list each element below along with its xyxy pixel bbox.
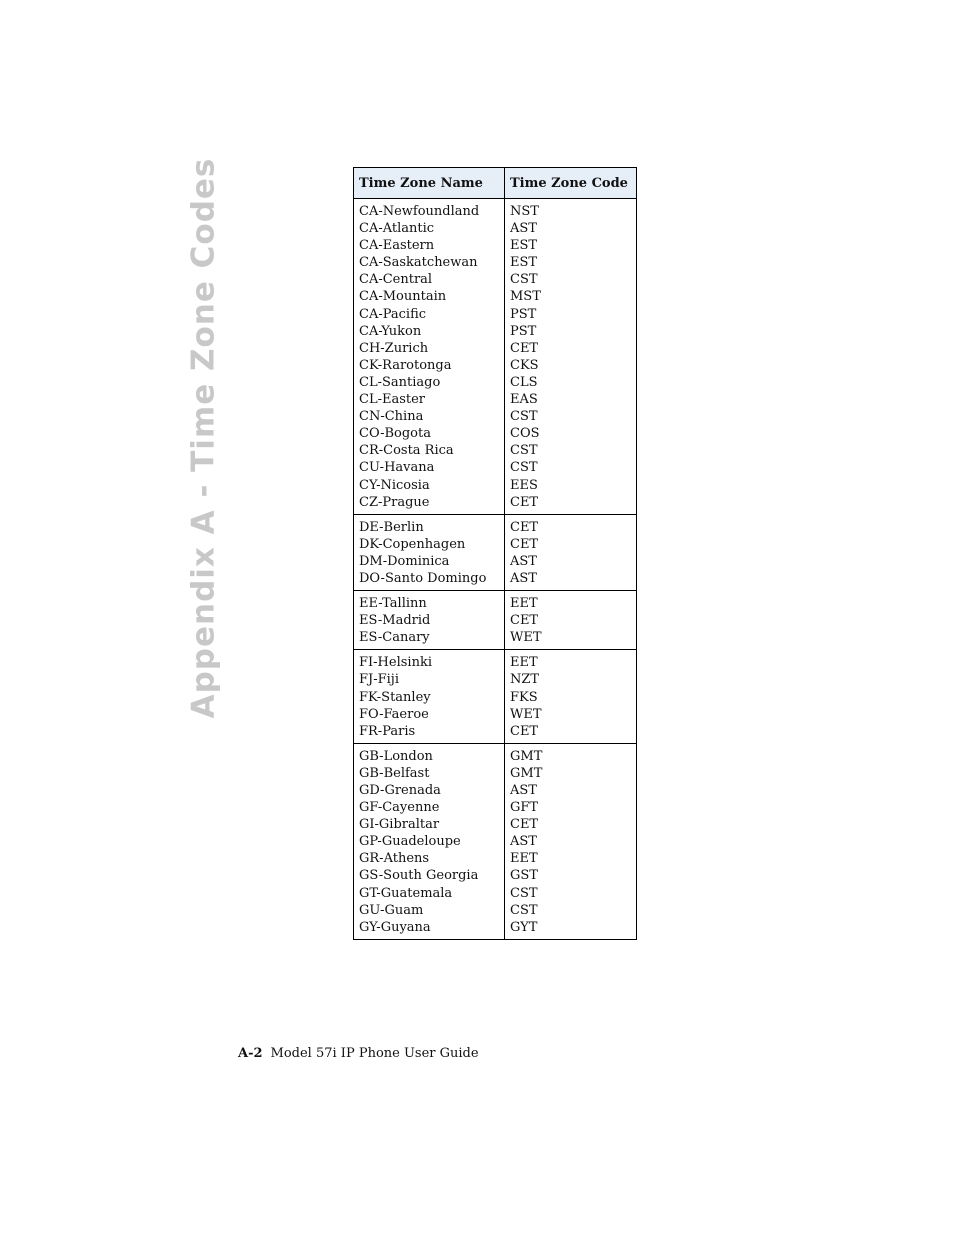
time-zone-code: EET (510, 851, 538, 867)
time-zone-name: CY-Nicosia (359, 477, 430, 493)
side-title-text: Appendix A - Time Zone Codes (185, 157, 222, 719)
time-zone-code: AST (510, 221, 537, 237)
time-zone-name: CA-Saskatchewan (359, 255, 478, 271)
time-zone-table (353, 167, 637, 940)
time-zone-name-cell (354, 199, 505, 515)
time-zone-name-cell (354, 743, 505, 939)
time-zone-name: CR-Costa Rica (359, 443, 454, 459)
time-zone-name: CA-Mountain (359, 289, 447, 305)
time-zone-name: FK-Stanley (359, 689, 431, 705)
time-zone-code: CET (510, 536, 539, 552)
time-zone-name: CZ-Prague (359, 494, 430, 510)
time-zone-name: CL-Easter (359, 392, 426, 408)
header-time-zone-name: Time Zone Name (354, 168, 505, 199)
time-zone-code: CST (510, 409, 538, 425)
time-zone-code: GMT (510, 748, 543, 764)
time-zone-code: GFT (510, 800, 539, 816)
time-zone-code: CKS (510, 357, 539, 373)
time-zone-name: GB-Belfast (359, 765, 430, 781)
table-header-row (354, 168, 637, 199)
time-zone-name: CK-Rarotonga (359, 357, 452, 373)
page-footer (238, 1046, 479, 1061)
time-zone-name: FJ-Fiji (359, 672, 399, 688)
time-zone-code-cell (505, 650, 637, 743)
time-zone-code: CET (510, 494, 539, 510)
time-zone-name: CA-Eastern (359, 238, 435, 254)
table-group-row (354, 591, 637, 650)
time-zone-code: COS (510, 426, 540, 442)
time-zone-name: GB-London (359, 748, 433, 764)
time-zone-name: CL-Santiago (359, 374, 441, 390)
document-title: Model 57i IP Phone User Guide (270, 1046, 479, 1061)
time-zone-table-body (354, 199, 637, 940)
table-group-row (354, 743, 637, 939)
time-zone-code: AST (510, 783, 537, 798)
time-zone-code: GST (510, 868, 538, 884)
time-zone-code: CET (510, 817, 539, 833)
time-zone-name: CA-Central (359, 272, 433, 288)
time-zone-code: CST (510, 902, 538, 918)
time-zone-name-cell (354, 591, 505, 650)
time-zone-code: CST (510, 460, 538, 476)
time-zone-name: FI-Helsinki (359, 655, 432, 671)
time-zone-name: DK-Copenhagen (359, 536, 466, 552)
time-zone-code: NZT (510, 672, 540, 688)
time-zone-code-cell (505, 199, 637, 515)
time-zone-name: GD-Grenada (359, 783, 441, 798)
time-zone-code: EET (510, 596, 538, 612)
time-zone-name: CU-Havana (359, 460, 435, 476)
time-zone-code-cell (505, 591, 637, 650)
time-zone-name: GF-Cayenne (359, 800, 440, 816)
time-zone-code: WET (510, 706, 542, 722)
time-zone-name: CA-Pacific (359, 306, 427, 322)
time-zone-code: PST (510, 323, 537, 339)
time-zone-code: AST (510, 553, 537, 569)
time-zone-code: CET (510, 723, 539, 739)
time-zone-code: GYT (510, 919, 538, 935)
time-zone-code: AST (510, 570, 537, 586)
time-zone-name: DO-Santo Domingo (359, 570, 487, 586)
time-zone-name: GY-Guyana (359, 919, 431, 935)
side-title (178, 157, 228, 719)
time-zone-name: ES-Canary (359, 630, 430, 646)
time-zone-code: PST (510, 306, 537, 322)
time-zone-code: MST (510, 289, 541, 305)
page-number: A-2 (238, 1046, 263, 1061)
time-zone-code: EES (510, 477, 538, 493)
time-zone-code: WET (510, 630, 542, 646)
time-zone-code-cell (505, 743, 637, 939)
time-zone-code: CET (510, 340, 539, 356)
time-zone-name: DE-Berlin (359, 519, 424, 535)
time-zone-name-cell (354, 650, 505, 743)
table-group-row (354, 514, 637, 590)
time-zone-name-cell (354, 514, 505, 590)
time-zone-code: CLS (510, 374, 538, 390)
time-zone-name: EE-Tallinn (359, 596, 427, 612)
time-zone-name: DM-Dominica (359, 553, 450, 569)
time-zone-code: CST (510, 885, 538, 901)
time-zone-name: CN-China (359, 409, 424, 425)
time-zone-code: CST (510, 272, 538, 288)
time-zone-name: GU-Guam (359, 902, 424, 918)
time-zone-name: GT-Guatemala (359, 885, 453, 901)
table-group-row (354, 650, 637, 743)
time-zone-code: GMT (510, 765, 543, 781)
time-zone-code: EST (510, 238, 538, 254)
time-zone-code: CET (510, 519, 539, 535)
time-zone-name: ES-Madrid (359, 613, 431, 629)
time-zone-name: CO-Bogota (359, 426, 431, 442)
time-zone-name: GS-South Georgia (359, 868, 479, 884)
time-zone-name: CH-Zurich (359, 340, 429, 356)
time-zone-name: GI-Gibraltar (359, 817, 440, 833)
time-zone-code: EET (510, 655, 538, 671)
time-zone-name: CA-Newfoundland (359, 204, 480, 219)
header-time-zone-code: Time Zone Code (505, 168, 637, 199)
time-zone-code: CET (510, 613, 539, 629)
time-zone-code: EAS (510, 392, 538, 408)
time-zone-code-cell (505, 514, 637, 590)
time-zone-code: NST (510, 204, 539, 219)
time-zone-code: EST (510, 255, 538, 271)
time-zone-name: GR-Athens (359, 851, 430, 867)
time-zone-name: CA-Yukon (359, 323, 422, 339)
time-zone-code: FKS (510, 689, 538, 705)
time-zone-name: FR-Paris (359, 723, 416, 739)
time-zone-name: FO-Faeroe (359, 706, 429, 722)
time-zone-code: CST (510, 443, 538, 459)
time-zone-name: GP-Guadeloupe (359, 834, 461, 850)
time-zone-code: AST (510, 834, 537, 850)
table-group-row (354, 199, 637, 515)
time-zone-name: CA-Atlantic (359, 221, 435, 237)
